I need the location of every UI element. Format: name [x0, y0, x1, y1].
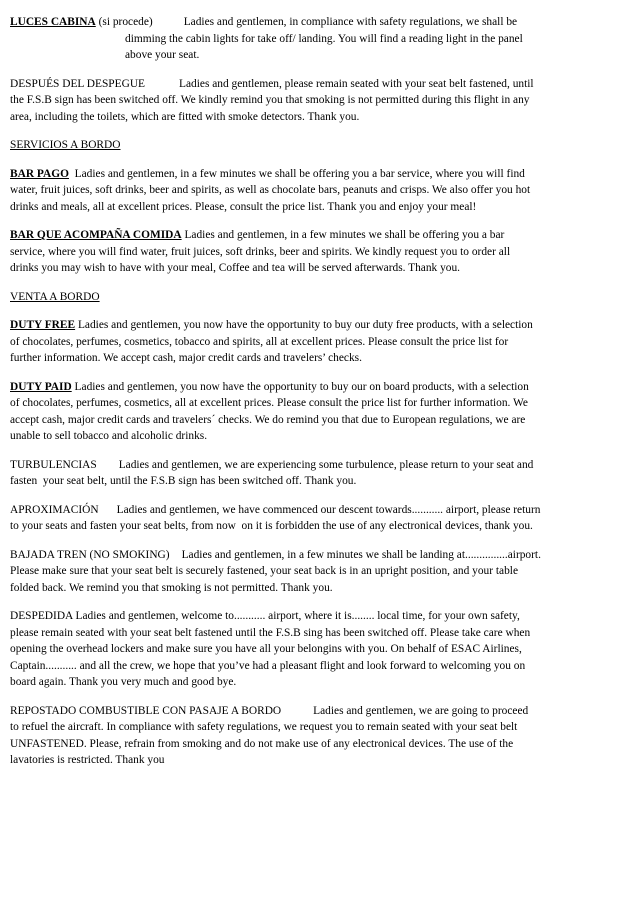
text-line: Ladies and gentlemen, we have commenced our descent towards........... airport, please return [116, 503, 541, 516]
text-line: the F.S.B sign has been switched off. We kindly remind you that smoking is not permitted during this flight in any [10, 94, 530, 106]
heading-bar-pago: BAR PAGO [10, 167, 69, 180]
text-line: Ladies and gentlemen, in a few minutes we shall be offering you a bar [181, 229, 505, 241]
text-line: UNFASTENED. Please, refrain from smoking and do not make use of any electronical devices. The use of the [10, 737, 514, 750]
text-line: to your seats and fasten your seat belts, from now on it is forbidden the use of any electronical devices, thank you. [10, 520, 533, 532]
section-duty-free [10, 317, 610, 367]
text-line: service, where you will find water, fruit juices, soft drinks, beer and spirits. We kindly request you to order all [10, 245, 511, 258]
text-line: Ladies and gentlemen, we are going to proceed [313, 704, 529, 717]
text-line: folded back. We remind you that smoking is not permitted. Thank you. [10, 581, 333, 594]
text-line: lavatories is restricted. Thank you [10, 754, 165, 766]
section-luces-cabina [10, 14, 610, 64]
text-line: Ladies and gentlemen, you now have the opportunity to buy our on board products, with a selection [71, 380, 529, 393]
section-despues-despegue [10, 76, 610, 126]
heading-bajada-tren: BAJADA TREN (NO SMOKING) [10, 548, 170, 561]
heading-despues-despegue: DESPUÉS DEL DESPEGUE [10, 77, 146, 90]
heading-repostado: REPOSTADO COMBUSTIBLE CON PASAJE A BORDO [10, 704, 282, 717]
text-line: water, fruit juices, soft drinks, beer and spirits, as well as chocolate bars, peanuts and crisps. We also offer you hot [10, 184, 531, 196]
section-bar-pago [10, 166, 610, 216]
text-line: accept cash, major credit cards and travelers´ checks. We do remind you that due to European regulations, we are [10, 413, 526, 426]
text-line: unable to sell tobacco and alcoholic drinks. [10, 430, 208, 442]
text-line: Captain........... and all the crew, we hope that you’ve had a pleasant flight and look forward to welcoming you on [10, 659, 526, 672]
heading-bar-comida: BAR QUE ACOMPAÑA COMIDA [10, 229, 182, 241]
text-line: Ladies and gentlemen, you now have the opportunity to buy our duty free products, with a selection [75, 319, 533, 331]
text-line: opening the overhead lockers and make sure you have all your belongins with you. On behalf of ESAC Airlines, [10, 643, 522, 655]
heading-venta-a-bordo: VENTA A BORDO [10, 290, 100, 303]
section-repostado [10, 703, 610, 769]
text-line: Ladies and gentlemen, please remain seated with your seat belt fastened, until [179, 77, 534, 90]
text-line: Ladies and gentlemen, in compliance with safety regulations, we shall be [183, 16, 518, 28]
text-line: of chocolates, perfumes, cosmetics, tobacco and spirits, all at excellent prices. Please consult the price list for [10, 335, 509, 348]
section-bar-comida [10, 227, 610, 277]
heading-servicios-a-bordo: SERVICIOS A BORDO [10, 139, 121, 151]
text-line: above your seat. [125, 49, 200, 61]
text-line: Please make sure that your seat belt is securely fastened, your seat back is in an upright position, and your table [10, 565, 519, 577]
note-si-procede: (si procede) [95, 16, 153, 28]
section-turbulencias [10, 457, 610, 490]
text-line: board again. Thank you very much and good bye. [10, 676, 237, 688]
section-despedida [10, 608, 610, 691]
text-line: Ladies and gentlemen, in a few minutes we shall be offering you a bar service, where you will find [68, 167, 525, 180]
text-line: dimming the cabin lights for take off/ landing. You will find a reading light in the panel [125, 32, 523, 45]
text-line: fasten your seat belt, until the F.S.B sign has been switched off. Thank you. [10, 475, 357, 487]
text-line: Ladies and gentlemen, welcome to........... airport, where it is........ local time, for your own safety, [72, 610, 520, 622]
text-line: drinks you may wish to have with your meal, Coffee and tea will be served afterwards. Thank you. [10, 262, 461, 274]
heading-turbulencias: TURBULENCIAS [10, 458, 97, 471]
heading-duty-paid: DUTY PAID [10, 380, 72, 393]
text-line: Ladies and gentlemen, in a few minutes we shall be landing at...............airport. [181, 548, 541, 561]
section-duty-paid [10, 379, 610, 445]
heading-despedida: DESPEDIDA [10, 610, 73, 622]
heading-duty-free: DUTY FREE [10, 319, 76, 331]
text-line: Ladies and gentlemen, we are experiencing some turbulence, please return to your seat and [118, 458, 534, 471]
document-page [10, 14, 610, 781]
text-line: please remain seated with your seat belt fastened until the F.S.B sing has been switched off. Please take care when [10, 626, 531, 639]
text-line: further information. We accept cash, major credit cards and travelers’ checks. [10, 352, 362, 364]
section-aproximacion [10, 502, 610, 535]
heading-aproximacion: APROXIMACIÓN [10, 503, 99, 516]
heading-luces-cabina: LUCES CABINA [10, 16, 96, 28]
section-venta-a-bordo [10, 289, 610, 306]
text-line: to refuel the aircraft. In compliance with safety regulations, we request you to remain seated with your seat belt [10, 721, 518, 733]
section-servicios-a-bordo [10, 137, 610, 154]
text-line: of chocolates, perfumes, cosmetics, all at excellent prices. Please consult the price list for further information. We [10, 397, 528, 409]
text-line: area, including the toilets, which are fitted with smoke detectors. Thank you. [10, 110, 360, 123]
section-bajada-tren [10, 547, 610, 597]
text-line: drinks and meals, all at excellent prices. Please, consult the price list. Thank you and enjoy your meal! [10, 200, 477, 213]
